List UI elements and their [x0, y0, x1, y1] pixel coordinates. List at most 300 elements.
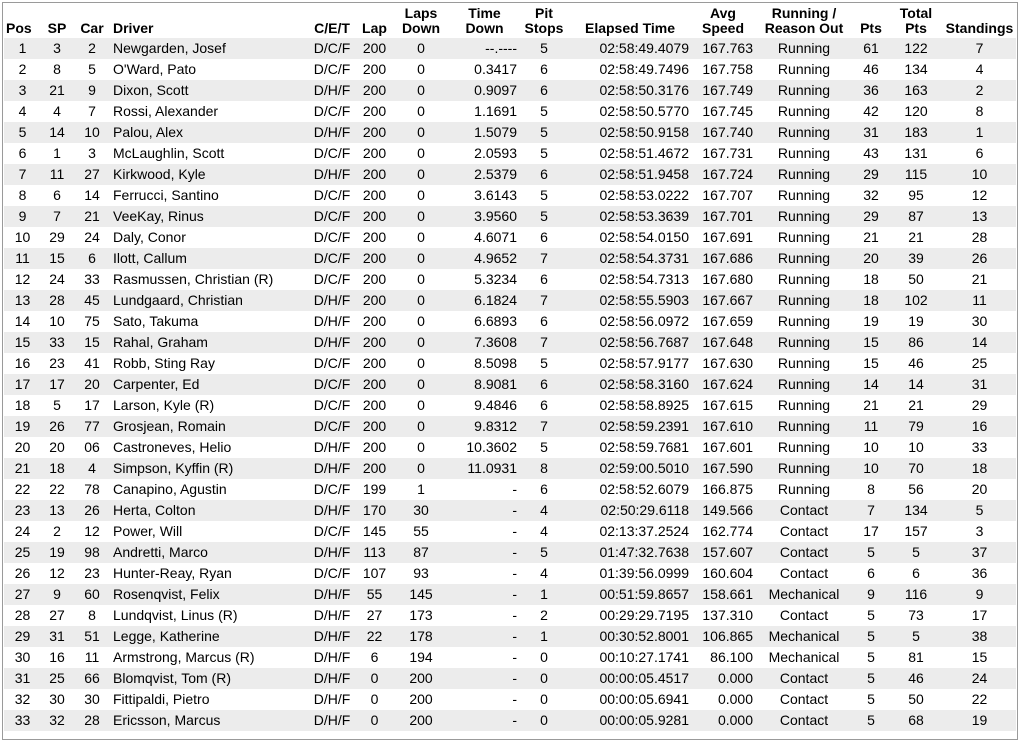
cell-time-down: 6.6893: [450, 311, 519, 332]
cell-avg-speed: 86.100: [691, 647, 755, 668]
cell-standings: 29: [943, 395, 1016, 416]
cell-status: Running: [755, 185, 853, 206]
cell-pos: 21: [4, 458, 41, 479]
cell-pit-stops: 5: [519, 122, 569, 143]
cell-pos: 27: [4, 584, 41, 605]
cell-standings: 22: [943, 689, 1016, 710]
cell-avg-speed: 167.601: [691, 437, 755, 458]
header-elapsed-time: Elapsed Time: [584, 20, 675, 36]
cell-avg-speed: 167.740: [691, 122, 755, 143]
cell-total-points: 122: [889, 38, 943, 59]
cell-car-number: 7: [73, 101, 111, 122]
cell-start-position: 9: [41, 584, 73, 605]
cell-avg-speed: 162.774: [691, 521, 755, 542]
cell-car-number: 23: [73, 563, 111, 584]
cell-elapsed-time: 00:00:05.4517: [569, 668, 691, 689]
cell-avg-speed: 167.731: [691, 143, 755, 164]
cell-standings: 17: [943, 605, 1016, 626]
cell-start-position: 16: [41, 647, 73, 668]
header-total-points: Total Pts: [899, 5, 933, 36]
cell-chassis-engine-tire: D/C/F: [307, 143, 357, 164]
cell-time-down: 5.3234: [450, 269, 519, 290]
cell-standings: 5: [943, 500, 1016, 521]
cell-lap: 0: [357, 689, 392, 710]
cell-time-down: 4.6071: [450, 227, 519, 248]
cell-lap: 200: [357, 437, 392, 458]
cell-lap: 6: [357, 647, 392, 668]
cell-points: 29: [853, 206, 889, 227]
cell-status: Running: [755, 437, 853, 458]
table-row: [4, 80, 1016, 101]
cell-pit-stops: 5: [519, 38, 569, 59]
cell-avg-speed: 167.630: [691, 353, 755, 374]
cell-lap: 113: [357, 542, 392, 563]
cell-status: Contact: [755, 500, 853, 521]
cell-chassis-engine-tire: D/H/F: [307, 311, 357, 332]
cell-laps-down: 87: [392, 542, 450, 563]
cell-total-points: 70: [889, 458, 943, 479]
cell-lap: 200: [357, 416, 392, 437]
cell-pos: 16: [4, 353, 41, 374]
table-row: [4, 458, 1016, 479]
cell-start-position: 19: [41, 542, 73, 563]
cell-lap: 200: [357, 248, 392, 269]
cell-start-position: 8: [41, 59, 73, 80]
cell-driver: Ilott, Callum: [111, 248, 307, 269]
cell-laps-down: 0: [392, 143, 450, 164]
cell-elapsed-time: 01:47:32.7638: [569, 542, 691, 563]
cell-points: 10: [853, 437, 889, 458]
cell-start-position: 10: [41, 311, 73, 332]
cell-pos: 9: [4, 206, 41, 227]
cell-status: Running: [755, 164, 853, 185]
cell-lap: 170: [357, 500, 392, 521]
cell-points: 18: [853, 290, 889, 311]
cell-avg-speed: 149.566: [691, 500, 755, 521]
cell-lap: 200: [357, 353, 392, 374]
cell-status: Mechanical: [755, 584, 853, 605]
cell-status: Running: [755, 374, 853, 395]
cell-pos: 2: [4, 59, 41, 80]
cell-driver: Rasmussen, Christian (R): [111, 269, 307, 290]
cell-car-number: 6: [73, 248, 111, 269]
cell-chassis-engine-tire: D/C/F: [307, 101, 357, 122]
cell-avg-speed: 167.691: [691, 227, 755, 248]
cell-pit-stops: 7: [519, 332, 569, 353]
cell-car-number: 28: [73, 710, 111, 731]
cell-chassis-engine-tire: D/H/F: [307, 437, 357, 458]
cell-points: 29: [853, 164, 889, 185]
table-row: [4, 647, 1016, 668]
cell-avg-speed: 167.749: [691, 80, 755, 101]
cell-car-number: 30: [73, 689, 111, 710]
cell-elapsed-time: 02:58:59.7681: [569, 437, 691, 458]
cell-lap: 200: [357, 38, 392, 59]
cell-status: Running: [755, 122, 853, 143]
cell-time-down: 10.3602: [450, 437, 519, 458]
cell-pos: 26: [4, 563, 41, 584]
cell-laps-down: 0: [392, 269, 450, 290]
cell-lap: 200: [357, 164, 392, 185]
cell-time-down: -: [450, 710, 519, 731]
cell-elapsed-time: 02:59:00.5010: [569, 458, 691, 479]
cell-start-position: 23: [41, 353, 73, 374]
table-row: [4, 437, 1016, 458]
cell-points: 20: [853, 248, 889, 269]
cell-pit-stops: 5: [519, 206, 569, 227]
cell-standings: 25: [943, 353, 1016, 374]
cell-total-points: 14: [889, 374, 943, 395]
table-row: [4, 605, 1016, 626]
cell-standings: 13: [943, 206, 1016, 227]
cell-points: 5: [853, 710, 889, 731]
cell-status: Running: [755, 80, 853, 101]
cell-car-number: 8: [73, 605, 111, 626]
cell-time-down: 9.4846: [450, 395, 519, 416]
cell-start-position: 29: [41, 227, 73, 248]
cell-elapsed-time: 02:58:54.7313: [569, 269, 691, 290]
cell-time-down: -: [450, 542, 519, 563]
cell-laps-down: 0: [392, 185, 450, 206]
cell-pit-stops: 5: [519, 143, 569, 164]
cell-car-number: 9: [73, 80, 111, 101]
header-laps-down: Laps Down: [401, 5, 441, 36]
cell-lap: 27: [357, 605, 392, 626]
cell-time-down: 3.6143: [450, 185, 519, 206]
cell-laps-down: 200: [392, 710, 450, 731]
cell-status: Running: [755, 416, 853, 437]
cell-laps-down: 0: [392, 437, 450, 458]
cell-pos: 32: [4, 689, 41, 710]
cell-status: Running: [755, 353, 853, 374]
cell-lap: 200: [357, 185, 392, 206]
cell-laps-down: 0: [392, 101, 450, 122]
cell-status: Running: [755, 248, 853, 269]
header-start-position: SP: [47, 20, 67, 36]
cell-elapsed-time: 02:58:50.9158: [569, 122, 691, 143]
cell-total-points: 134: [889, 500, 943, 521]
cell-lap: 55: [357, 584, 392, 605]
results-body: [4, 38, 1016, 731]
header-avg-speed: Avg Speed: [701, 5, 744, 36]
cell-chassis-engine-tire: D/H/F: [307, 458, 357, 479]
cell-avg-speed: 167.624: [691, 374, 755, 395]
cell-start-position: 7: [41, 206, 73, 227]
cell-start-position: 20: [41, 437, 73, 458]
cell-laps-down: 0: [392, 311, 450, 332]
cell-standings: 18: [943, 458, 1016, 479]
cell-lap: 199: [357, 479, 392, 500]
cell-laps-down: 0: [392, 416, 450, 437]
cell-lap: 145: [357, 521, 392, 542]
header-pos: Pos: [6, 20, 32, 36]
cell-chassis-engine-tire: D/H/F: [307, 80, 357, 101]
cell-standings: 10: [943, 164, 1016, 185]
cell-time-down: -: [450, 479, 519, 500]
cell-driver: Ferrucci, Santino: [111, 185, 307, 206]
cell-elapsed-time: 00:30:52.8001: [569, 626, 691, 647]
cell-car-number: 41: [73, 353, 111, 374]
cell-time-down: 1.5079: [450, 122, 519, 143]
cell-total-points: 39: [889, 248, 943, 269]
cell-time-down: -: [450, 500, 519, 521]
cell-points: 61: [853, 38, 889, 59]
cell-laps-down: 0: [392, 458, 450, 479]
cell-status: Contact: [755, 605, 853, 626]
cell-pit-stops: 6: [519, 311, 569, 332]
cell-chassis-engine-tire: D/H/F: [307, 500, 357, 521]
cell-laps-down: 0: [392, 248, 450, 269]
cell-pos: 11: [4, 248, 41, 269]
cell-car-number: 33: [73, 269, 111, 290]
cell-chassis-engine-tire: D/C/F: [307, 185, 357, 206]
cell-driver: Canapino, Agustin: [111, 479, 307, 500]
cell-standings: 1: [943, 122, 1016, 143]
cell-status: Running: [755, 143, 853, 164]
cell-status: Running: [755, 269, 853, 290]
cell-pos: 29: [4, 626, 41, 647]
cell-pit-stops: 6: [519, 269, 569, 290]
table-row: [4, 479, 1016, 500]
cell-pit-stops: 5: [519, 185, 569, 206]
cell-start-position: 15: [41, 248, 73, 269]
table-row: [4, 668, 1016, 689]
cell-avg-speed: 0.000: [691, 668, 755, 689]
cell-points: 17: [853, 521, 889, 542]
cell-driver: Lundgaard, Christian: [111, 290, 307, 311]
cell-car-number: 06: [73, 437, 111, 458]
cell-driver: Ericsson, Marcus: [111, 710, 307, 731]
table-row: [4, 59, 1016, 80]
cell-status: Running: [755, 458, 853, 479]
cell-status: Contact: [755, 668, 853, 689]
cell-pos: 8: [4, 185, 41, 206]
cell-points: 19: [853, 311, 889, 332]
cell-points: 21: [853, 227, 889, 248]
cell-car-number: 24: [73, 227, 111, 248]
table-row: [4, 227, 1016, 248]
cell-avg-speed: 167.701: [691, 206, 755, 227]
cell-pit-stops: 0: [519, 668, 569, 689]
cell-total-points: 86: [889, 332, 943, 353]
cell-car-number: 3: [73, 143, 111, 164]
cell-chassis-engine-tire: D/C/F: [307, 38, 357, 59]
table-row: [4, 542, 1016, 563]
cell-pos: 28: [4, 605, 41, 626]
cell-driver: Power, Will: [111, 521, 307, 542]
table-row: [4, 311, 1016, 332]
cell-chassis-engine-tire: D/H/F: [307, 668, 357, 689]
cell-pit-stops: 7: [519, 416, 569, 437]
cell-pit-stops: 4: [519, 521, 569, 542]
table-row: [4, 374, 1016, 395]
cell-standings: 7: [943, 38, 1016, 59]
cell-avg-speed: 0.000: [691, 710, 755, 731]
cell-start-position: 30: [41, 689, 73, 710]
table-row: [4, 143, 1016, 164]
cell-car-number: 66: [73, 668, 111, 689]
cell-time-down: 6.1824: [450, 290, 519, 311]
cell-pos: 31: [4, 668, 41, 689]
cell-car-number: 20: [73, 374, 111, 395]
cell-status: Running: [755, 290, 853, 311]
cell-standings: 3: [943, 521, 1016, 542]
cell-points: 36: [853, 80, 889, 101]
cell-laps-down: 0: [392, 80, 450, 101]
cell-points: 5: [853, 689, 889, 710]
cell-pos: 33: [4, 710, 41, 731]
cell-points: 5: [853, 605, 889, 626]
cell-pit-stops: 6: [519, 164, 569, 185]
cell-avg-speed: 167.610: [691, 416, 755, 437]
cell-chassis-engine-tire: D/C/F: [307, 374, 357, 395]
cell-car-number: 17: [73, 395, 111, 416]
cell-car-number: 12: [73, 521, 111, 542]
cell-start-position: 22: [41, 479, 73, 500]
cell-start-position: 17: [41, 374, 73, 395]
cell-chassis-engine-tire: D/C/F: [307, 59, 357, 80]
cell-avg-speed: 167.615: [691, 395, 755, 416]
cell-start-position: 28: [41, 290, 73, 311]
cell-standings: 14: [943, 332, 1016, 353]
cell-status: Contact: [755, 563, 853, 584]
cell-time-down: -: [450, 521, 519, 542]
cell-elapsed-time: 01:39:56.0999: [569, 563, 691, 584]
cell-pos: 14: [4, 311, 41, 332]
cell-elapsed-time: 02:58:55.5903: [569, 290, 691, 311]
cell-points: 8: [853, 479, 889, 500]
cell-total-points: 116: [889, 584, 943, 605]
table-row: [4, 332, 1016, 353]
cell-avg-speed: 137.310: [691, 605, 755, 626]
cell-total-points: 21: [889, 395, 943, 416]
cell-time-down: -: [450, 647, 519, 668]
cell-points: 7: [853, 500, 889, 521]
cell-lap: 200: [357, 101, 392, 122]
cell-pit-stops: 0: [519, 647, 569, 668]
cell-status: Running: [755, 59, 853, 80]
cell-car-number: 98: [73, 542, 111, 563]
cell-laps-down: 30: [392, 500, 450, 521]
cell-pos: 22: [4, 479, 41, 500]
cell-time-down: 1.1691: [450, 101, 519, 122]
cell-standings: 37: [943, 542, 1016, 563]
cell-lap: 200: [357, 227, 392, 248]
cell-standings: 8: [943, 101, 1016, 122]
cell-elapsed-time: 02:58:51.4672: [569, 143, 691, 164]
cell-car-number: 15: [73, 332, 111, 353]
cell-chassis-engine-tire: D/H/F: [307, 689, 357, 710]
cell-driver: Lundqvist, Linus (R): [111, 605, 307, 626]
cell-standings: 2: [943, 80, 1016, 101]
cell-status: Contact: [755, 710, 853, 731]
cell-points: 15: [853, 353, 889, 374]
cell-chassis-engine-tire: D/C/F: [307, 206, 357, 227]
cell-time-down: -: [450, 668, 519, 689]
cell-lap: 200: [357, 80, 392, 101]
cell-pos: 19: [4, 416, 41, 437]
table-row: [4, 290, 1016, 311]
cell-total-points: 5: [889, 626, 943, 647]
cell-pit-stops: 1: [519, 626, 569, 647]
cell-points: 21: [853, 395, 889, 416]
cell-status: Running: [755, 227, 853, 248]
cell-avg-speed: 167.667: [691, 290, 755, 311]
cell-pos: 30: [4, 647, 41, 668]
cell-elapsed-time: 02:58:51.9458: [569, 164, 691, 185]
header-chassis-engine-tire: C/E/T: [314, 20, 350, 36]
cell-avg-speed: 106.865: [691, 626, 755, 647]
cell-car-number: 2: [73, 38, 111, 59]
cell-avg-speed: 167.659: [691, 311, 755, 332]
cell-lap: 200: [357, 122, 392, 143]
cell-standings: 26: [943, 248, 1016, 269]
cell-driver: McLaughlin, Scott: [111, 143, 307, 164]
cell-elapsed-time: 00:29:29.7195: [569, 605, 691, 626]
cell-pos: 3: [4, 80, 41, 101]
cell-status: Contact: [755, 689, 853, 710]
cell-laps-down: 145: [392, 584, 450, 605]
cell-driver: Sato, Takuma: [111, 311, 307, 332]
cell-laps-down: 0: [392, 206, 450, 227]
cell-pit-stops: 6: [519, 479, 569, 500]
cell-start-position: 3: [41, 38, 73, 59]
cell-driver: Robb, Sting Ray: [111, 353, 307, 374]
cell-chassis-engine-tire: D/C/F: [307, 395, 357, 416]
table-row: [4, 395, 1016, 416]
race-results-table: [4, 4, 1016, 731]
cell-car-number: 4: [73, 458, 111, 479]
cell-chassis-engine-tire: D/C/F: [307, 521, 357, 542]
cell-laps-down: 0: [392, 353, 450, 374]
header-standings: Standings: [945, 20, 1014, 36]
cell-lap: 200: [357, 206, 392, 227]
cell-chassis-engine-tire: D/C/F: [307, 479, 357, 500]
cell-pos: 25: [4, 542, 41, 563]
cell-pit-stops: 5: [519, 542, 569, 563]
cell-pos: 23: [4, 500, 41, 521]
cell-laps-down: 0: [392, 59, 450, 80]
cell-car-number: 78: [73, 479, 111, 500]
cell-lap: 107: [357, 563, 392, 584]
cell-points: 5: [853, 626, 889, 647]
cell-time-down: 11.0931: [450, 458, 519, 479]
cell-avg-speed: 160.604: [691, 563, 755, 584]
cell-pit-stops: 7: [519, 290, 569, 311]
cell-total-points: 68: [889, 710, 943, 731]
cell-pit-stops: 6: [519, 59, 569, 80]
cell-pos: 24: [4, 521, 41, 542]
cell-status: Running: [755, 479, 853, 500]
cell-standings: 30: [943, 311, 1016, 332]
cell-start-position: 24: [41, 269, 73, 290]
cell-chassis-engine-tire: D/C/F: [307, 353, 357, 374]
cell-start-position: 27: [41, 605, 73, 626]
cell-elapsed-time: 02:58:53.3639: [569, 206, 691, 227]
cell-points: 31: [853, 122, 889, 143]
cell-status: Contact: [755, 542, 853, 563]
cell-elapsed-time: 00:51:59.8657: [569, 584, 691, 605]
header-lap: Lap: [362, 20, 387, 36]
cell-standings: 28: [943, 227, 1016, 248]
cell-total-points: 95: [889, 185, 943, 206]
cell-pos: 6: [4, 143, 41, 164]
cell-pos: 20: [4, 437, 41, 458]
cell-time-down: 8.9081: [450, 374, 519, 395]
cell-total-points: 81: [889, 647, 943, 668]
cell-laps-down: 194: [392, 647, 450, 668]
cell-elapsed-time: 02:58:54.3731: [569, 248, 691, 269]
